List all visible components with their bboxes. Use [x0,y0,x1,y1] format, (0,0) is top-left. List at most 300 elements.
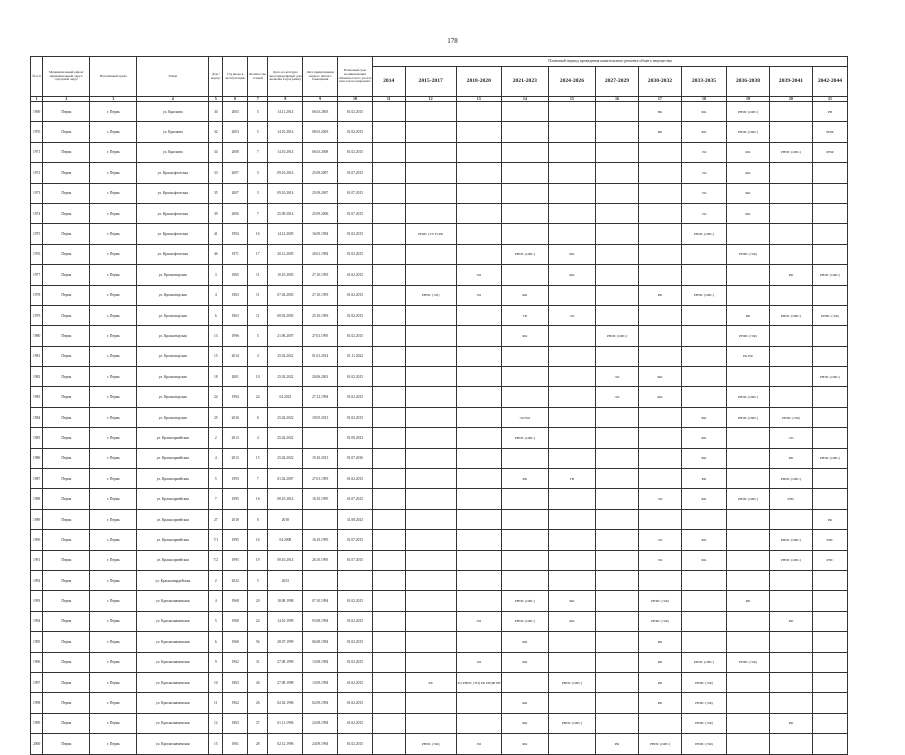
col-header-municipality: Муниципальный район/муниципальный округ/городской округ [43,57,90,97]
planned-work-cell [372,570,405,590]
planned-work-cell [769,346,812,366]
planned-work-cell [501,489,548,509]
row-number: 1975 [31,224,43,244]
street-cell: ул. Краснова [137,142,209,162]
municipality-cell: Пермь [43,122,90,142]
planned-work-cell [372,224,405,244]
street-cell: ул. Красноводская [137,305,209,325]
house-cell: 10 [209,672,223,692]
table-row [31,244,848,264]
date-first-privatization-cell: 06.03.2003 [303,102,338,122]
planned-work-cell: ФК [548,591,595,611]
planned-work-cell [456,509,501,529]
date-first-privatization-cell: 20.01.1994 [303,244,338,264]
planned-work-cell: ЭО [681,183,726,203]
date-obligation-cell: 01.11.2022 [338,346,373,366]
date-first-privatization-cell [303,428,338,448]
year-built-cell: 1961 [223,734,248,754]
planned-work-cell: ЭО [638,489,681,509]
house-cell: 15 [209,734,223,754]
planned-work-cell [405,203,456,223]
house-cell: 4 [209,285,223,305]
floors-cell: 3 [247,163,267,183]
planned-work-cell [372,591,405,611]
year-header: 2039-2041 [769,67,812,97]
date-first-privatization-cell: 16.09.1994 [303,224,338,244]
col-header-date-first-privatization: Дата приватизации первого жилого помещения [303,57,338,97]
date-obligation-cell: 01.07.2015 [338,530,373,550]
date-first-privatization-cell: 26.10.1995 [303,550,338,570]
table-row [31,632,848,652]
table-row [31,448,848,468]
planned-work-cell [456,632,501,652]
row-number: 1976 [31,244,43,264]
street-cell: ул. Краснознаменская [137,632,209,652]
col-header-locality: Населённый пункт [90,57,137,97]
row-number: 1993 [31,591,43,611]
planned-work-cell [812,163,847,183]
year-header: 2015-2017 [405,67,456,97]
year-built-cell: 1963 [223,305,248,325]
planned-work-cell [638,305,681,325]
planned-work-cell: ФК [638,367,681,387]
locality-cell: г. Пермь [90,570,137,590]
planned-work-cell [769,693,812,713]
year-built-cell: 1962 [223,693,248,713]
planned-work-cell [372,713,405,733]
municipality-cell: Пермь [43,632,90,652]
planned-work-cell [595,652,638,672]
column-number: 6 [223,97,248,102]
locality-cell: г. Пермь [90,530,137,550]
planned-work-cell: РФ [638,693,681,713]
date-first-privatization-cell [303,509,338,529]
date-obligation-cell: 01.02.2015 [338,326,373,346]
year-built-cell: 1963 [223,713,248,733]
planned-work-cell [405,530,456,550]
planned-work-cell [726,448,769,468]
planned-work-cell: ФК [501,326,548,346]
house-cell: 5 [209,611,223,631]
planned-work-cell [681,570,726,590]
date-first-privatization-cell: 06.03.2008 [303,142,338,162]
planned-work-cell [726,285,769,305]
planned-work-cell [812,387,847,407]
planned-work-cell [405,122,456,142]
planned-work-cell: РНФ [812,122,847,142]
planned-work-cell [501,550,548,570]
planned-work-cell: РНИС (ОИС) [769,469,812,489]
municipality-cell: Пермь [43,672,90,692]
planned-work-cell [372,163,405,183]
planned-work-cell [812,652,847,672]
col-header-house: Дом / корпус [209,57,223,97]
street-cell: ул. Красноармейская [137,489,209,509]
street-cell: ул. Краснофлотская [137,244,209,264]
column-number: 10 [338,97,373,102]
planned-work-cell: РНИС (ОИС) [726,407,769,427]
planned-work-cell: РФ [638,285,681,305]
municipality-cell: Пермь [43,652,90,672]
planned-work-cell: ФК [501,632,548,652]
planned-work-cell: ЭО [595,387,638,407]
date-first-privatization-cell: 27.01.1995 [303,326,338,346]
planned-work-cell [595,122,638,142]
planned-work-cell: РФ [769,611,812,631]
planned-work-cell [595,203,638,223]
year-built-cell: 2003 [223,122,248,142]
street-cell: ул. Красноводская [137,326,209,346]
year-header: 2018-2020 [456,67,501,97]
planned-work-cell [405,407,456,427]
municipality-cell: Пермь [43,326,90,346]
municipality-cell: Пермь [43,489,90,509]
locality-cell: г. Пермь [90,550,137,570]
street-cell: ул. Красноводская [137,285,209,305]
planned-work-cell: РНИС (ОИС) [501,428,548,448]
planned-work-cell [726,672,769,692]
planned-work-cell [372,652,405,672]
floors-cell: 5 [247,326,267,346]
planned-work-cell: РНС [769,489,812,509]
house-cell: 3 [209,265,223,285]
planned-work-cell: РНИС (ОИС) [726,489,769,509]
year-built-cell: 1965 [223,265,248,285]
date-first-privatization-cell: 25.09.2007 [303,183,338,203]
planned-work-cell [726,734,769,754]
planned-work-cell [548,448,595,468]
planned-work-cell [548,509,595,529]
year-built-cell: 2008 [223,142,248,162]
row-number: 1999 [31,713,43,733]
floors-cell: 7 [247,142,267,162]
planned-work-cell [769,652,812,672]
house-cell: 27 [209,509,223,529]
row-number: 1992 [31,570,43,590]
planned-work-cell: РНИС (ОИС) [595,326,638,346]
planned-work-cell: РНИС (ЭФ) [405,734,456,754]
street-cell: ул. Краснознаменская [137,652,209,672]
planned-work-cell: РВ [812,102,847,122]
planned-work-cell [548,142,595,162]
floors-cell: 37 [247,713,267,733]
locality-cell: г. Пермь [90,509,137,529]
date-first-privatization-cell: 27.12.1994 [303,387,338,407]
table-row [31,570,848,590]
planned-work-cell [372,489,405,509]
house-cell: 7 [209,489,223,509]
planned-work-cell [595,346,638,366]
planned-work-cell [595,183,638,203]
planned-work-cell [372,102,405,122]
date-first-privatization-cell: 25.09.2007 [303,163,338,183]
planned-work-cell [456,305,501,325]
table-row [31,489,848,509]
planned-work-cell [726,367,769,387]
col-header-floors: Количество этажей [247,57,267,97]
date-included-cell: 08.10.2014 [268,489,303,509]
planned-work-cell [456,203,501,223]
planned-work-cell [681,591,726,611]
table-row [31,326,848,346]
planned-work-cell [769,509,812,529]
locality-cell: г. Пермь [90,489,137,509]
date-obligation-cell: 01.07.2016 [338,448,373,468]
planned-work-cell [456,224,501,244]
planned-work-cell [456,448,501,468]
locality-cell: г. Пермь [90,693,137,713]
street-cell: ул. Краснофлотская [137,163,209,183]
date-included-cell: 07.02.2003 [268,285,303,305]
planned-work-cell [812,407,847,427]
locality-cell: г. Пермь [90,122,137,142]
col-header-date-obligation: Плановый срок возникновения обязанности по уплате взносов на капремонт [338,57,373,97]
municipality-cell: Пермь [43,693,90,713]
date-obligation-cell: 01.02.2015 [338,672,373,692]
year-built-cell: 2018 [223,509,248,529]
planned-work-cell [405,326,456,346]
planned-work-cell: ФК [681,489,726,509]
row-number: 1980 [31,326,43,346]
locality-cell: г. Пермь [90,632,137,652]
floors-cell: 15 [247,448,267,468]
planned-work-cell [812,428,847,448]
planned-work-cell [769,387,812,407]
date-first-privatization-cell: 19.10.2013 [303,448,338,468]
planned-work-cell [372,611,405,631]
planned-work-cell [595,224,638,244]
planned-work-cell: РНИС (ОИС) [769,142,812,162]
date-obligation-cell: 01.02.2015 [338,611,373,631]
planned-work-cell [769,570,812,590]
planned-work-cell [681,346,726,366]
planned-work-cell [501,224,548,244]
planned-work-cell [405,469,456,489]
planned-work-cell [595,489,638,509]
house-cell: 4 [209,591,223,611]
house-cell: 6 [209,632,223,652]
row-number: 1991 [31,550,43,570]
col-header-num: № п/п [31,57,43,97]
planned-work-cell [769,203,812,223]
planned-work-cell: ФК [501,693,548,713]
date-included-cell: 09.10.2014 [268,183,303,203]
planned-work-cell: ФК [681,122,726,142]
planned-work-cell: ЭО [769,428,812,448]
floors-cell: 20 [247,591,267,611]
year-built-cell: 1968 [223,591,248,611]
planned-work-cell [638,713,681,733]
planned-work-cell: РФ [638,672,681,692]
planned-work-cell [812,734,847,754]
planned-work-cell [501,387,548,407]
row-number: 1979 [31,305,43,325]
planned-work-cell [456,387,501,407]
date-obligation-cell: 01.02.2015 [338,122,373,142]
date-included-cell: 25.02.2022 [268,448,303,468]
date-included-cell: 18.08.1998 [268,591,303,611]
date-included-cell: 04.2008 [268,530,303,550]
date-first-privatization-cell: 23.08.1994 [303,713,338,733]
planned-work-cell [456,489,501,509]
street-cell: ул. Краснофлотская [137,183,209,203]
municipality-cell: Пермь [43,734,90,754]
locality-cell: г. Пермь [90,652,137,672]
planned-work-cell [595,570,638,590]
municipality-cell: Пермь [43,305,90,325]
column-number: 11 [372,97,405,102]
planned-work-cell [372,530,405,550]
planned-work-cell [501,346,548,366]
planned-work-cell [456,326,501,346]
locality-cell: г. Пермь [90,183,137,203]
year-built-cell: 1971 [223,244,248,264]
planned-work-cell [548,102,595,122]
planned-work-cell: РНИС (ОИС) [501,611,548,631]
planned-work-cell [456,713,501,733]
row-number: 1997 [31,672,43,692]
row-number: 1986 [31,448,43,468]
planned-work-cell [405,611,456,631]
municipality-cell: Пермь [43,285,90,305]
date-included-cell: 25.02.2022 [268,407,303,427]
col-header-date-included: Дата, на которую многоквартирный дом включён в программу [268,57,303,97]
planned-work-cell: РНИС (ОИС) [501,244,548,264]
planned-work-cell [405,346,456,366]
planned-work-cell [812,489,847,509]
house-cell: 13 [209,326,223,346]
table-row [31,591,848,611]
date-first-privatization-cell: 27.01.1993 [303,469,338,489]
year-built-cell: 1968 [223,632,248,652]
planned-work-cell: РНИС (ОИС) [726,122,769,142]
year-header: 2014 [372,67,405,97]
planned-work-cell [595,591,638,611]
floors-cell: 8 [247,509,267,529]
planned-work-cell [769,632,812,652]
house-cell: 5 [209,469,223,489]
locality-cell: г. Пермь [90,713,137,733]
date-obligation-cell: 01.02.2015 [338,387,373,407]
planned-work-cell [405,713,456,733]
planned-work-cell: ФК [501,734,548,754]
row-number: 1990 [31,530,43,550]
planned-work-cell [405,265,456,285]
row-number: 1989 [31,509,43,529]
column-number: 2 [43,97,90,102]
date-obligation-cell: 01.02.2015 [338,305,373,325]
street-cell: ул. Краснова [137,102,209,122]
planned-work-cell: РНИС (ЭФ) [726,326,769,346]
planned-work-cell [812,632,847,652]
planned-work-cell: РФ [769,448,812,468]
house-cell: 2 [209,570,223,590]
planned-work-cell: РНС [812,550,847,570]
planned-work-cell [595,509,638,529]
planned-work-cell [812,713,847,733]
floors-cell: 16 [247,224,267,244]
planned-work-cell [456,530,501,550]
planned-work-cell [456,183,501,203]
date-obligation-cell: 01.02.2015 [338,713,373,733]
planned-work-cell [372,326,405,346]
locality-cell: г. Пермь [90,672,137,692]
planned-work-cell [405,591,456,611]
year-built-cell: 1995 [223,550,248,570]
column-number: 19 [726,97,769,102]
date-first-privatization-cell: 25.09.2006 [303,203,338,223]
year-built-cell: 2007 [223,183,248,203]
column-number: 16 [595,97,638,102]
planned-work-cell [595,550,638,570]
planned-work-cell [548,326,595,346]
planned-work-cell: РНИС (ЭФ) [812,305,847,325]
house-cell: 33 [209,163,223,183]
date-obligation-cell: 01.02.2015 [338,734,373,754]
row-number: 1988 [31,489,43,509]
planned-work-cell [456,163,501,183]
table-row [31,142,848,162]
capital-repair-register-table [30,56,848,755]
planned-work-cell [681,265,726,285]
date-obligation-cell: 01.02.2015 [338,285,373,305]
municipality-cell: Пермь [43,509,90,529]
municipality-cell: Пермь [43,346,90,366]
street-cell: ул. Краснофлотская [137,203,209,223]
floors-cell: 4 [247,428,267,448]
planned-work-cell [769,163,812,183]
date-first-privatization-cell [303,570,338,590]
column-number: 7 [247,97,267,102]
year-built-cell: 2013 [223,448,248,468]
planned-work-cell [456,244,501,264]
planned-work-cell: ЭО [456,611,501,631]
planned-work-cell: РНИС (ОИС) [812,367,847,387]
date-first-privatization-cell: 02.09.1994 [303,693,338,713]
planned-work-cell [456,693,501,713]
planned-work-cell [595,611,638,631]
floors-cell: 5 [247,122,267,142]
planned-work-cell: РФ [812,509,847,529]
planned-work-cell: ФК [681,530,726,550]
planned-work-cell [812,244,847,264]
house-cell: 9 [209,652,223,672]
floors-cell: 6 [247,407,267,427]
house-cell: 15 [209,346,223,366]
planned-work-cell: РФ [638,632,681,652]
planned-work-cell [595,693,638,713]
floors-cell: 24 [247,611,267,631]
date-obligation-cell: 01.07.2015 [338,163,373,183]
date-first-privatization-cell: 13.09.1994 [303,672,338,692]
planned-work-cell: ФК [726,183,769,203]
table-row [31,305,848,325]
planned-work-cell [812,326,847,346]
planned-work-cell [681,611,726,631]
planned-work-cell [501,509,548,529]
column-number: 15 [548,97,595,102]
planned-work-cell [638,509,681,529]
planned-work-cell [548,346,595,366]
table-row [31,469,848,489]
planned-work-cell [405,244,456,264]
planned-work-cell [456,122,501,142]
date-included-cell: 10.10.2003 [268,265,303,285]
planned-work-cell: РФ [726,591,769,611]
row-number: 1974 [31,203,43,223]
planned-work-cell [812,611,847,631]
date-included-cell: 14.10.1999 [268,611,303,631]
